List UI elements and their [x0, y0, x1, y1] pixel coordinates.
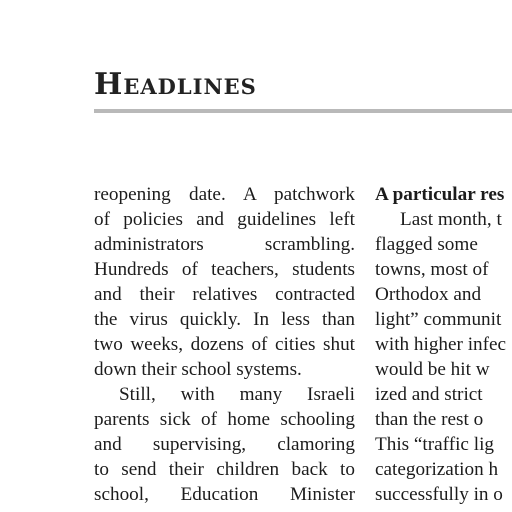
text-line: than the rest o: [375, 409, 484, 430]
text-line: school, Education Minister: [94, 484, 355, 505]
section-header: [94, 66, 512, 104]
text-line: administrators scrambling.: [94, 234, 355, 255]
text-line: the virus quickly. In less than: [94, 309, 355, 330]
text-line: reopening date. A patchwork: [94, 184, 355, 205]
text-line: of policies and guidelines left: [94, 209, 355, 230]
text-line: two weeks, dozens of cities shut: [94, 334, 355, 355]
right-text-column: [375, 182, 512, 507]
text-line: Still, with many Israeli: [119, 384, 355, 405]
text-line: down their school systems.: [94, 359, 302, 380]
text-line: Last month, t: [400, 209, 502, 230]
text-line: Hundreds of teachers, students: [94, 259, 355, 280]
text-line: and supervising, clamoring: [94, 434, 355, 455]
text-line: ized and strict: [375, 384, 483, 405]
text-line: Orthodox and: [375, 284, 482, 305]
text-line: light” communit: [375, 309, 502, 330]
text-line: with higher infec: [375, 334, 507, 355]
left-text-column: [94, 182, 355, 507]
text-line: successfully in o: [375, 484, 503, 505]
text-line: would be hit w: [375, 359, 490, 380]
text-line: towns, most of: [375, 259, 489, 280]
section-title: Headlines: [94, 67, 257, 102]
text-line: This “traffic lig: [375, 434, 494, 455]
text-line: parents sick of home schooling: [94, 409, 355, 430]
text-line: and their relatives contracted: [94, 284, 355, 305]
text-line: flagged some: [375, 234, 478, 255]
text-line: to send their children back to: [94, 459, 355, 480]
subheading: A particular res: [375, 184, 505, 205]
header-divider: [94, 109, 512, 113]
text-line: categorization h: [375, 459, 499, 480]
